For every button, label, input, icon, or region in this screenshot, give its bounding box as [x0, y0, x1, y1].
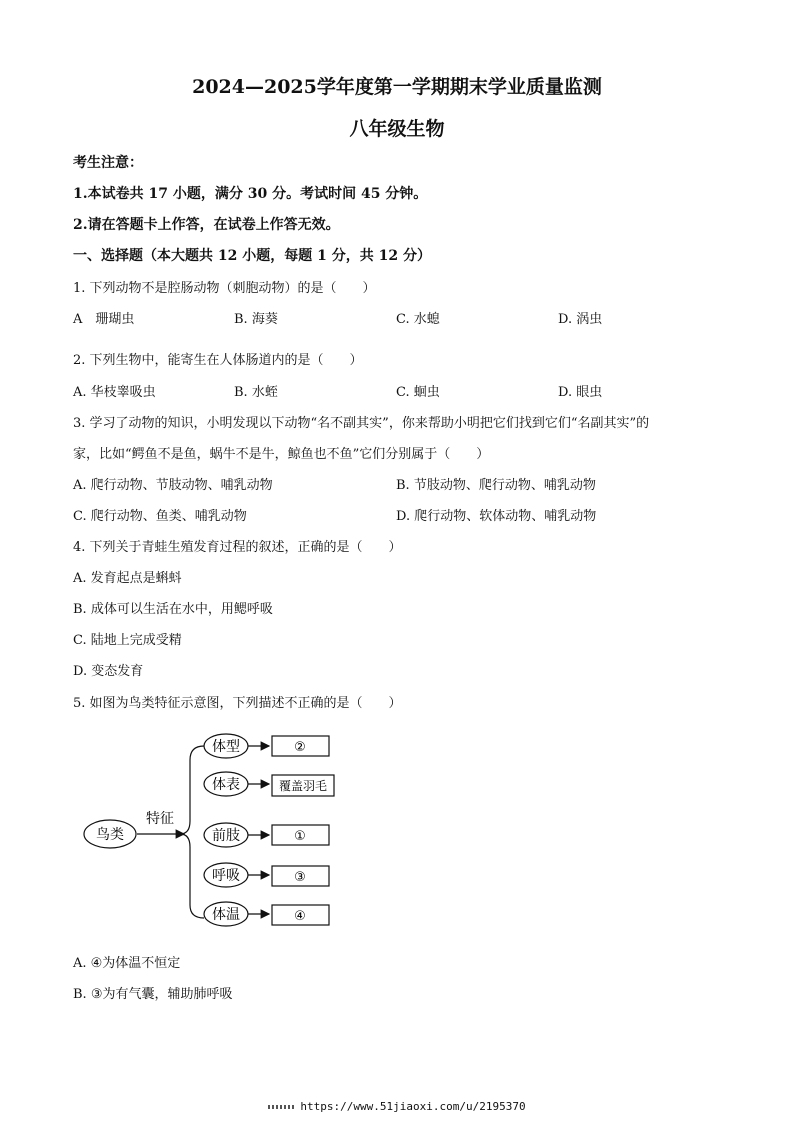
brace [180, 746, 204, 918]
row-4 [204, 863, 329, 887]
q5-option-a: A. ④为体温不恒定 [73, 956, 181, 971]
row-1-label: 体型 [212, 739, 240, 755]
row-4-label: 呼吸 [212, 868, 240, 884]
row-3-label: 前肢 [212, 828, 240, 844]
section-heading: 一、选择题（本大题共 12 小题，每题 1 分，共 12 分） [73, 248, 431, 264]
question-5-stem: 5. 如图为鸟类特征示意图，下列描述不正确的是（ ） [73, 696, 402, 711]
q1-option-a: A 珊瑚虫 [73, 312, 135, 327]
root-node-label: 鸟类 [96, 827, 124, 843]
question-3-stem-line-1: 3. 学习了动物的知识，小明发现以下动物“名不副其实”，你来帮助小明把它们找到它们“名副其实”的 [73, 416, 650, 431]
question-3-stem-line-2: 家，比如“鳄鱼不是鱼，蜗牛不是牛，鲸鱼也不鱼”它们分别属于（ ） [73, 447, 490, 462]
q3-option-a: A. 爬行动物、节肢动物、哺乳动物 [73, 478, 273, 493]
q2-option-c: C. 蛔虫 [396, 385, 440, 400]
q1-option-d: D. 涡虫 [558, 312, 603, 327]
q3-option-d: D. 爬行动物、软体动物、哺乳动物 [396, 509, 597, 524]
bird-features-diagram [80, 727, 350, 932]
q1-option-b: B. 海葵 [234, 312, 278, 327]
notice-line-1: 1.本试卷共 17 小题，满分 30 分。考试时间 45 分钟。 [73, 186, 428, 202]
row-1-value: ② [294, 740, 306, 755]
row-3-value: ① [294, 829, 306, 844]
notice-heading: 考生注意： [73, 155, 143, 171]
row-5 [204, 902, 329, 926]
q3-option-c: C. 爬行动物、鱼类、哺乳动物 [73, 509, 247, 524]
q2-option-d: D. 眼虫 [558, 385, 603, 400]
row-3 [204, 823, 329, 847]
q4-option-c: C. 陆地上完成受精 [73, 633, 182, 648]
q1-option-c: C. 水螅 [396, 312, 440, 327]
q4-option-b: B. 成体可以生活在水中，用鳃呼吸 [73, 602, 273, 617]
row-2-value: 覆盖羽毛 [278, 779, 328, 793]
exam-title: 2024—2025学年度第一学期期末学业质量监测 [192, 76, 602, 98]
row-5-label: 体温 [212, 907, 240, 923]
link-label: 特征 [146, 811, 174, 827]
q2-option-b: B. 水蛭 [234, 385, 278, 400]
q5-option-b: B. ③为有气囊，辅助肺呼吸 [73, 987, 233, 1002]
question-4-stem: 4. 下列关于青蛙生殖发育过程的叙述，正确的是（ ） [73, 540, 402, 555]
row-4-value: ③ [294, 870, 306, 885]
q4-option-a: A. 发育起点是蝌蚪 [73, 571, 182, 586]
row-2 [204, 772, 334, 796]
row-1 [204, 734, 329, 758]
footer [0, 1100, 794, 1113]
footer-mark-icon [268, 1105, 294, 1109]
row-2-label: 体表 [212, 777, 240, 793]
q2-option-a: A. 华枝睾吸虫 [73, 385, 156, 400]
exam-subtitle: 八年级生物 [349, 118, 445, 140]
question-2-stem: 2. 下列生物中，能寄生在人体肠道内的是（ ） [73, 353, 363, 368]
notice-line-2: 2.请在答题卡上作答，在试卷上作答无效。 [73, 217, 340, 233]
footer-url[interactable]: https://www.51jiaoxi.com/u/2195370 [300, 1100, 526, 1113]
row-5-value: ④ [294, 909, 306, 924]
q4-option-d: D. 变态发育 [73, 664, 144, 679]
question-1-stem: 1. 下列动物不是腔肠动物（刺胞动物）的是（ ） [73, 281, 376, 296]
q3-option-b: B. 节肢动物、爬行动物、哺乳动物 [396, 478, 596, 493]
